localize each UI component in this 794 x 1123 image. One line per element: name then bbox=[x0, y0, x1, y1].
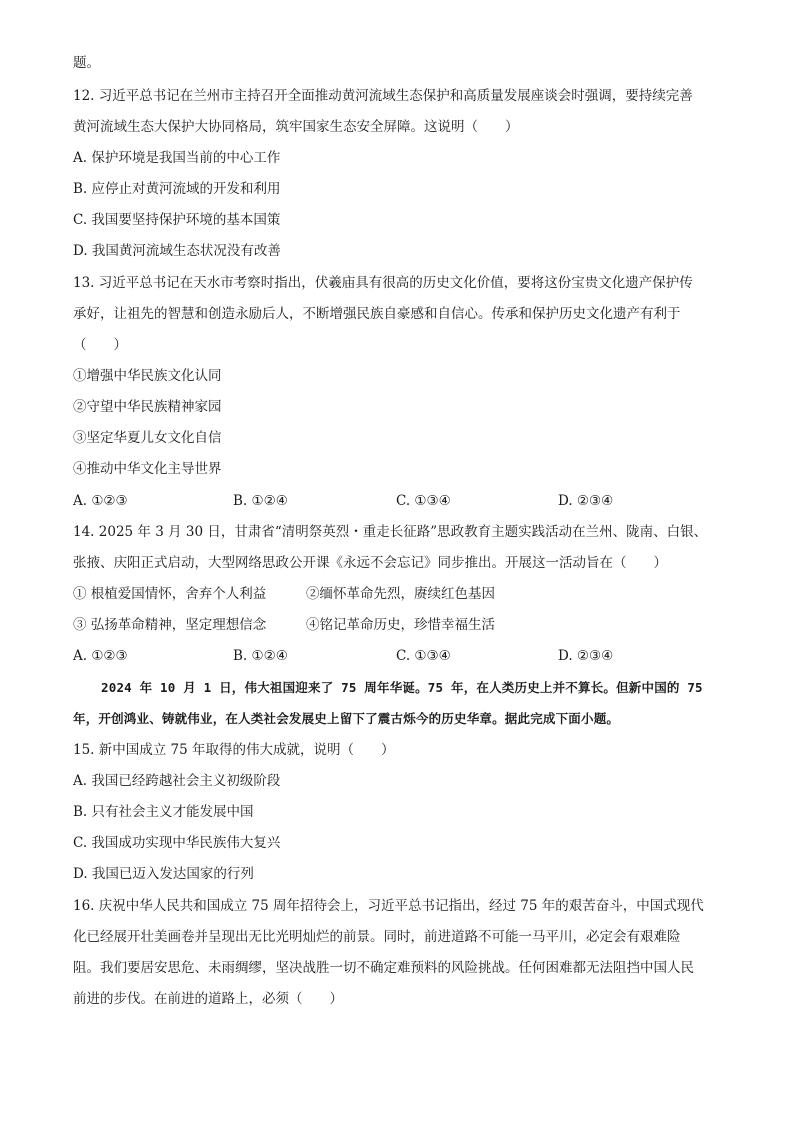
q13-choice-b: B. ①②④ bbox=[233, 493, 288, 509]
material-line-2: 年，开创鸿业、铸就伟业，在人类社会发展史上留下了震古烁今的历史华章。据此完成下面小题。 bbox=[73, 711, 620, 726]
q13-statement-4: ④推动中华文化主导世界 bbox=[73, 461, 222, 477]
q14-statement-4: ④铭记革命历史，珍惜幸福生活 bbox=[306, 617, 495, 633]
q15-option-c: C. 我国成功实现中华民族伟大复兴 bbox=[73, 835, 281, 851]
q12-option-d: D. 我国黄河流域生态状况没有改善 bbox=[73, 243, 281, 259]
q15-stem: 15. 新中国成立 75 年取得的伟大成就，说明（ ） bbox=[73, 742, 395, 758]
q16-stem-line-2: 化已经展开壮美画卷并呈现出无比光明灿烂的前景。同时，前进道路不可能一马平川，必定会有艰难险 bbox=[73, 929, 681, 945]
q14-choice-a: A. ①②③ bbox=[73, 648, 128, 664]
q14-choice-c: C. ①③④ bbox=[396, 648, 451, 664]
q13-stem-line-2: 承好，让祖先的智慧和创造永励后人，不断增强民族自豪感和自信心。传承和保护历史文化遗产有利于 bbox=[73, 306, 681, 322]
q13-statement-1: ①增强中华民族文化认同 bbox=[73, 368, 222, 384]
q16-stem-line-4: 前进的步伐。在前进的道路上，必须（ ） bbox=[73, 991, 343, 1007]
q14-stem-line-2: 张掖、庆阳正式启动，大型网络思政公开课《永远不会忘记》同步推出。开展这一活动旨在（ ） bbox=[73, 555, 667, 571]
q12-option-c: C. 我国要坚持保护环境的基本国策 bbox=[73, 212, 281, 228]
q14-stem-line-1: 14. 2025 年 3 月 30 日，甘肃省“清明祭英烈・重走长征路”思政教育主题实践活动在兰州、陇南、白银、 bbox=[73, 524, 708, 540]
q14-statement-3: ③ 弘扬革命精神，坚定理想信念 bbox=[73, 617, 267, 633]
q13-stem-line-1: 13. 习近平总书记在天水市考察时指出，伏羲庙具有很高的历史文化价值，要将这份宝贵文化遗产保护传 bbox=[73, 275, 693, 291]
q13-statement-2: ②守望中华民族精神家园 bbox=[73, 399, 222, 415]
q12-stem-line-1: 12. 习近平总书记在兰州市主持召开全面推动黄河流域生态保护和高质量发展座谈会时强调，要持续完善 bbox=[73, 88, 693, 104]
q15-option-b: B. 只有社会主义才能发展中国 bbox=[73, 804, 254, 820]
q16-stem-line-3: 阻。我们要居安思危、未雨绸缪，坚决战胜一切不确定难预料的风险挑战。任何困难都无法阻挡中国人民 bbox=[73, 960, 694, 976]
q15-option-d: D. 我国已迈入发达国家的行列 bbox=[73, 866, 254, 882]
previous-question-fragment: 题。 bbox=[73, 55, 100, 71]
q14-statement-2: ②缅怀革命先烈，赓续红色基因 bbox=[306, 586, 495, 602]
q12-stem-line-2: 黄河流域生态大保护大协同格局，筑牢国家生态安全屏障。这说明（ ） bbox=[73, 119, 519, 135]
material-line-1: 2024 年 10 月 1 日，伟大祖国迎来了 75 周年华诞。75 年，在人类历史上并不算长。但新中国的 75 bbox=[101, 680, 703, 695]
q14-choice-d: D. ②③④ bbox=[558, 648, 614, 664]
q13-choice-c: C. ①③④ bbox=[396, 493, 451, 509]
q14-choice-b: B. ①②④ bbox=[233, 648, 288, 664]
q15-option-a: A. 我国已经跨越社会主义初级阶段 bbox=[73, 773, 281, 789]
q13-choice-d: D. ②③④ bbox=[558, 493, 614, 509]
q13-statement-3: ③坚定华夏儿女文化自信 bbox=[73, 430, 222, 446]
q13-choice-a: A. ①②③ bbox=[73, 493, 128, 509]
q13-stem-line-3: （ ） bbox=[73, 337, 127, 353]
q12-option-b: B. 应停止对黄河流域的开发和利用 bbox=[73, 181, 281, 197]
q16-stem-line-1: 16. 庆祝中华人民共和国成立 75 周年招待会上，习近平总书记指出，经过 75 年的艰苦奋斗，中国式现代 bbox=[73, 898, 704, 914]
q12-option-a: A. 保护环境是我国当前的中心工作 bbox=[73, 150, 281, 166]
q14-statement-1: ① 根植爱国情怀，舍弃个人利益 bbox=[73, 586, 267, 602]
